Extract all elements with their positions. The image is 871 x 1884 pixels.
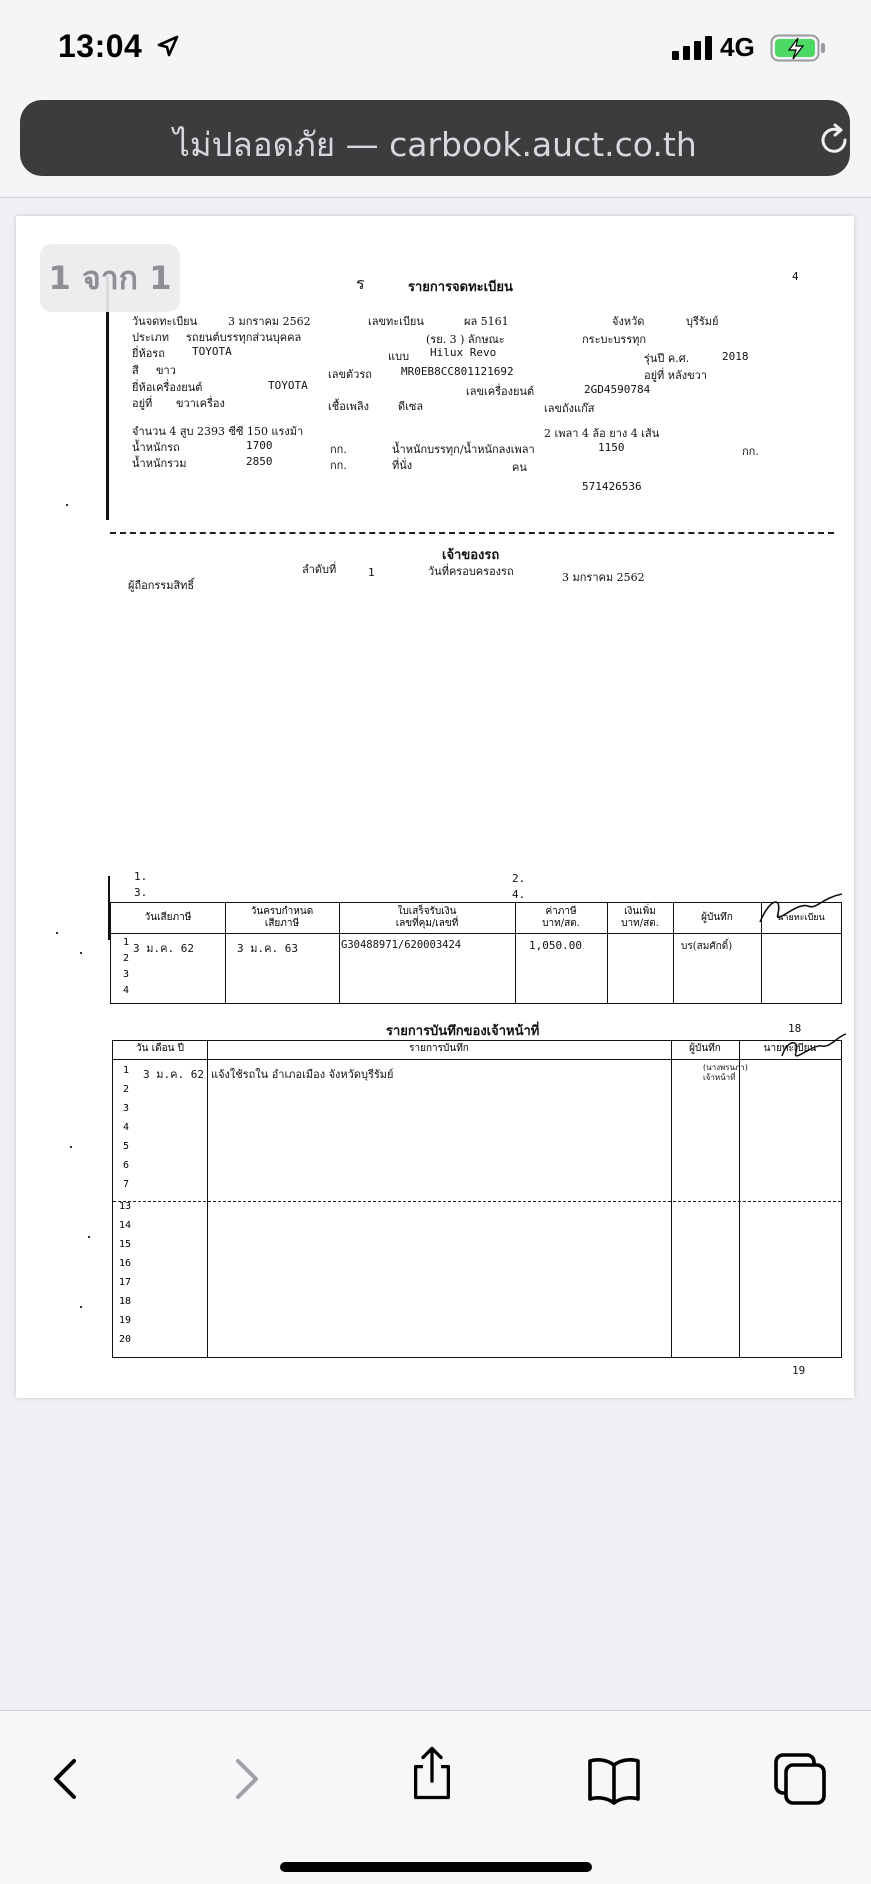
officer-rownum: 18 [119,1296,132,1307]
chassis-value: MR0EB8CC801121692 [401,365,514,378]
type-value: รถยนต์บรรทุกส่วนบุคคล [186,331,302,344]
officer-table [112,1040,842,1358]
fuel-value: ดีเซล [398,400,424,413]
officer-recorder: (นางพรนภา) เจ้าหน้าที่ [703,1063,748,1082]
seats-label: ที่นั่ง [392,459,413,472]
own-date-label: วันที่ครอบครองรถ [428,565,514,578]
tax-recorder: บร(สมศักดิ์) [681,941,733,952]
stamp-glyph: ร [356,274,365,293]
browser-address-area [0,96,871,198]
province-label: จังหวัด [612,315,645,328]
address-bar[interactable] [20,100,850,176]
tax-header: ผู้บันทึก [701,912,733,923]
tax-due-date: 3 ม.ค. 63 [237,942,298,955]
officer-header: รายการบันทึก [409,1043,469,1054]
seats-unit: คน [512,461,527,474]
mid-item: 1. [134,870,148,883]
officer-rownum: 3 [123,1103,130,1114]
tax-receipt-no: G30488971/620003424 [341,939,462,951]
officer-title: รายการบันทึกของเจ้าหน้าที่ [386,1024,540,1039]
type-label: ประเภท [132,331,170,344]
cellular-signal-icon [672,36,712,60]
engine-no-value: 2GD4590784 [584,383,651,396]
officer-header: นายทะเบียน [763,1043,817,1054]
tax-rownum: 4 [123,985,130,996]
seq-label: ลำดับที่ [302,563,337,576]
officer-rownum: 17 [119,1277,132,1288]
tax-pay-date: 3 ม.ค. 62 [133,942,194,955]
officer-rownum: 2 [123,1084,130,1095]
book-number: 571426536 [582,480,642,493]
model-label: แบบ [388,350,410,363]
tax-header: วันเสียภาษี [144,912,192,923]
load-unit: กก. [742,445,759,458]
weight-unit: กก. [330,443,347,456]
engine-brand-value: TOYOTA [268,379,308,392]
plate-label: เลขทะเบียน [368,315,424,328]
scan-speck [88,1236,90,1238]
cylinder-line: จำนวน 4 สูบ 2393 ซีซี 150 แรงม้า [132,425,304,438]
mid-item: 2. [512,872,526,885]
share-icon[interactable] [402,1743,462,1803]
officer-header: ผู้บันทึก [689,1043,721,1054]
officer-rownum: 19 [119,1315,132,1326]
page-mark: 19 [792,1364,806,1377]
weight-label: น้ำหนักรถ [132,441,180,454]
plate-value: ผล 5161 [464,315,509,328]
brand-label: ยี่ห้อรถ [132,347,165,360]
officer-date: 3 ม.ค. 62 [143,1068,204,1081]
gross-label: น้ำหนักรวม [132,457,187,470]
reg-date: 3 มกราคม 2562 [228,315,311,328]
load-value: 1150 [598,441,625,454]
engine-no-label: เลขเครื่องยนต์ [466,385,535,398]
load-label: น้ำหนักบรรทุก/น้ำหนักลงเพลา [392,443,535,456]
gross-unit: กก. [330,459,347,472]
tax-header: ใบเสร็จรับเงิน เลขที่คุม/เลขที่ [395,906,459,929]
reg-date-label: วันจดทะเบียน [132,315,198,328]
battery-charging-icon [770,34,826,62]
axle-line: 2 เพลา 4 ล้อ ยาง 4 เส้น [544,427,660,440]
bookmarks-icon[interactable] [584,1749,644,1809]
own-date: 3 มกราคม 2562 [562,571,645,584]
document-page [16,216,854,1398]
tax-header: วันครบกำหนด เสียภาษี [250,906,314,929]
scan-speck [70,1146,72,1148]
network-type: 4G [720,32,755,62]
status-bar [0,0,871,96]
tax-amount: 1,050.00 [529,939,582,952]
officer-rownum: 4 [123,1122,130,1133]
scan-speck [80,1306,82,1308]
model-value: Hilux Revo [430,346,497,359]
owner-heading: เจ้าของรถ [442,548,500,563]
engine-loc-label: อยู่ที่ [132,397,153,410]
officer-rownum: 7 [123,1179,130,1190]
gross-value: 2850 [246,455,273,468]
officer-rownum: 16 [119,1258,132,1269]
tax-rownum: 2 [123,953,130,964]
officer-rownum: 6 [123,1160,130,1171]
signature-scribble-2 [778,1032,848,1072]
color-value: ขาว [156,364,176,377]
officer-rownum: 13 [119,1201,132,1212]
scan-speck [56,932,58,934]
mid-item: 4. [512,888,526,901]
back-arrow-icon[interactable] [36,1749,96,1809]
tax-rownum: 3 [123,969,130,980]
officer-mark: 18 [788,1022,802,1035]
scan-speck [66,504,68,506]
cut-off-text: ผู้ถือกรรมสิทธิ์ [128,579,195,592]
signature-scribble-1 [756,892,846,932]
brand-value: TOYOTA [192,345,232,358]
tax-header: เงินเพิ่ม บาท/สต. [621,906,659,929]
left-binding-line [106,276,109,520]
home-indicator [280,1862,592,1872]
body-value: กระบะบรรทุก [582,333,647,346]
url-text[interactable]: ไม่ปลอดภัย — carbook.auct.co.th [173,125,697,164]
tax-rownum: 1 [123,937,130,948]
tax-header: ค่าภาษี บาท/สต. [542,906,580,929]
officer-entry: แจ้งใช้รถใน อำเภอเมือง จังหวัดบุรีรัมย์ [211,1068,394,1081]
scan-speck [80,952,82,954]
officer-rownum: 1 [123,1065,130,1076]
location-arrow-icon [156,34,180,58]
engine-brand-label: ยี่ห้อเครื่องยนต์ [132,381,203,394]
gas-label: เลขถังแก๊ส [544,402,595,415]
page-counter: 1 จาก 1 [40,244,180,312]
corner-mark: 4 [792,270,799,283]
color-label: สี [132,364,139,377]
chassis-label: เลขตัวรถ [328,368,372,381]
status-time: 13:04 [58,28,143,64]
forward-arrow-icon[interactable] [216,1749,276,1809]
mid-item: 3. [134,886,148,899]
officer-rownum: 20 [119,1334,132,1345]
fuel-label: เชื้อเพลิง [328,400,369,413]
tabs-icon[interactable] [770,1749,830,1809]
officer-rownum: 15 [119,1239,132,1250]
tax-header: นายทะเบียน [777,913,825,923]
weight-value: 1700 [246,439,273,452]
reload-icon[interactable] [816,122,852,158]
engine-loc-value: ขวาเครื่อง [176,397,225,410]
tax-table [110,902,842,1004]
year-label: รุ่นปี ค.ศ. [644,352,690,365]
officer-header: วัน เดือน ปี [136,1043,184,1054]
officer-rownum: 14 [119,1220,132,1231]
doc-title: รายการจดทะเบียน [408,280,513,295]
seq-value: 1 [368,566,375,579]
dashed-separator [110,532,834,534]
officer-rownum: 5 [123,1141,130,1152]
bottom-toolbar [0,1710,871,1884]
year-value: 2018 [722,350,749,363]
type-code: (รย. 3 ) ลักษณะ [426,333,505,346]
chassis-location: อยู่ที่ หลังขวา [644,369,708,382]
province-value: บุรีรัมย์ [686,315,719,328]
